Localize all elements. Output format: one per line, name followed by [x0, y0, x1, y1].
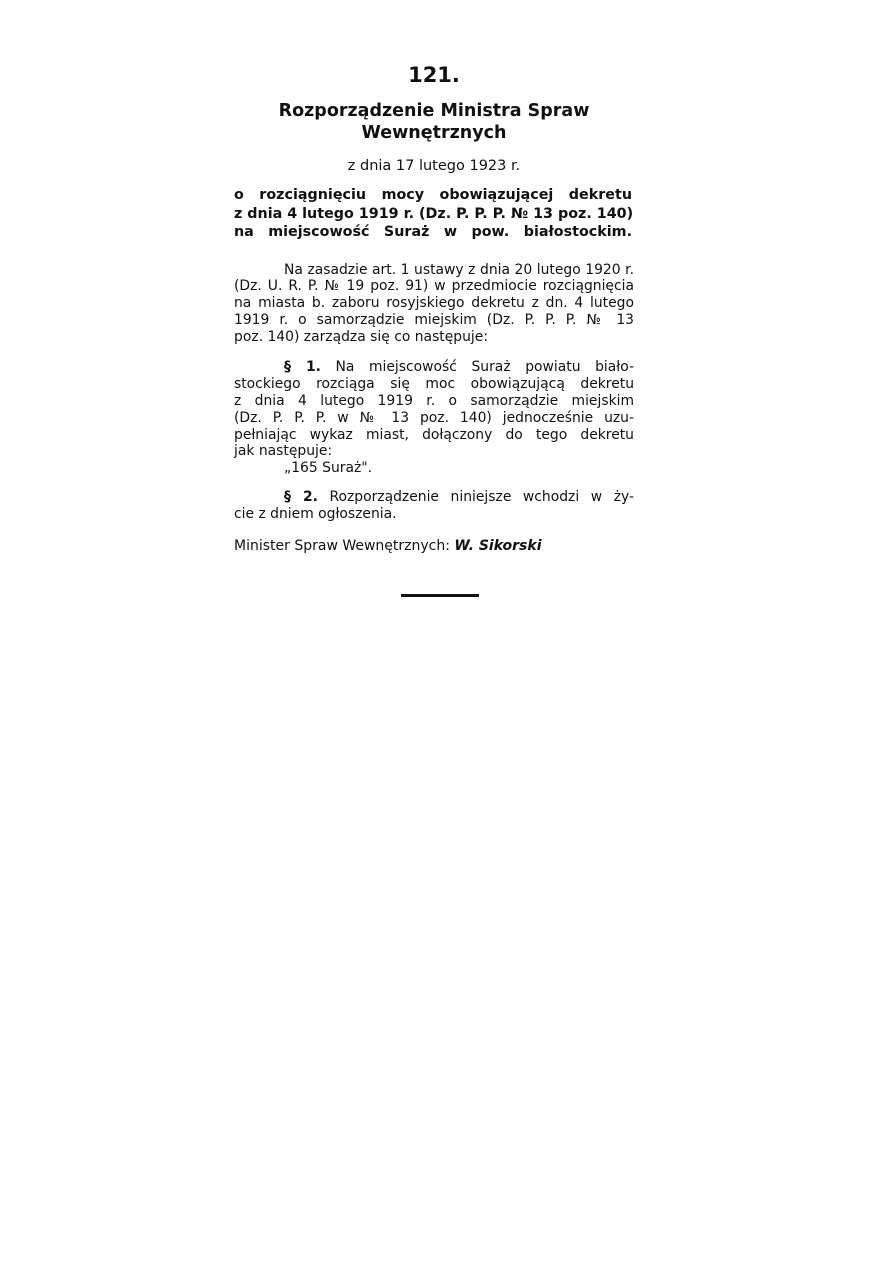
act-title	[234, 100, 634, 144]
section-1-line: z dnia 4 lutego 1919 r. o samorządzie miejskim	[234, 393, 634, 410]
closing-rule	[401, 594, 479, 597]
section-2-paragraph	[234, 489, 634, 523]
section-2-line: cie z dniem ogłoszenia.	[234, 505, 397, 522]
signature-label: Minister Spraw Wewnętrznych:	[234, 537, 450, 554]
section-1-label: § 1.	[284, 359, 321, 376]
act-title-line-1: Rozporządzenie Ministra Spraw	[278, 101, 590, 121]
section-2-label: § 2.	[284, 489, 318, 506]
section-2-first-line	[234, 489, 634, 506]
act-title-line-2: Wewnętrznych	[361, 123, 507, 143]
document-column	[234, 62, 634, 555]
preamble-line: poz. 140) zarządza się co następuje:	[234, 328, 488, 345]
act-body	[234, 262, 634, 523]
signature-block	[234, 537, 634, 555]
act-number: 121.	[408, 63, 460, 87]
preamble-line: na miasta b. zaboru rosyjskiego dekretu z dn. 4 lutego	[234, 295, 634, 312]
section-1-line: jak następuje:	[234, 443, 333, 460]
subject-line: na miejscowość Suraż w pow. białostockim.	[234, 224, 632, 240]
section-1-line: pełniając wykaz miast, dołączony do tego dekretu	[234, 426, 634, 443]
signature-name: W. Sikorski	[454, 537, 542, 554]
preamble-paragraph	[234, 262, 634, 346]
section-1-line: stockiego rozciąga się moc obowiązującą dekretu	[234, 376, 634, 393]
section-1-quote: „165 Suraż".	[284, 460, 373, 477]
section-1-line: Na miejscowość Suraż powiatu biało-	[335, 359, 634, 376]
preamble-line: 1919 r. o samorządzie miejskim (Dz. P. P. P. № 13	[234, 311, 634, 328]
act-subject	[234, 186, 634, 242]
section-1-line: (Dz. P. P. P. w № 13 poz. 140) jednocześnie uzu-	[234, 409, 634, 426]
act-date: z dnia 17 lutego 1923 r.	[347, 158, 521, 174]
subject-line: o rozciągnięciu mocy obowiązującej dekretu	[234, 187, 632, 203]
preamble-line: Na zasadzie art. 1 ustawy z dnia 20 lutego 1920 r.	[284, 261, 634, 278]
section-1-paragraph	[234, 359, 634, 477]
preamble-line: (Dz. U. R. P. № 19 poz. 91) w przedmiocie rozciągnięcia	[234, 278, 634, 295]
section-2-line: Rozporządzenie niniejsze wchodzi w ży-	[329, 489, 634, 506]
subject-line: z dnia 4 lutego 1919 r. (Dz. P. P. P. № 13 poz. 140)	[234, 205, 634, 222]
section-1-first-line	[234, 359, 634, 376]
